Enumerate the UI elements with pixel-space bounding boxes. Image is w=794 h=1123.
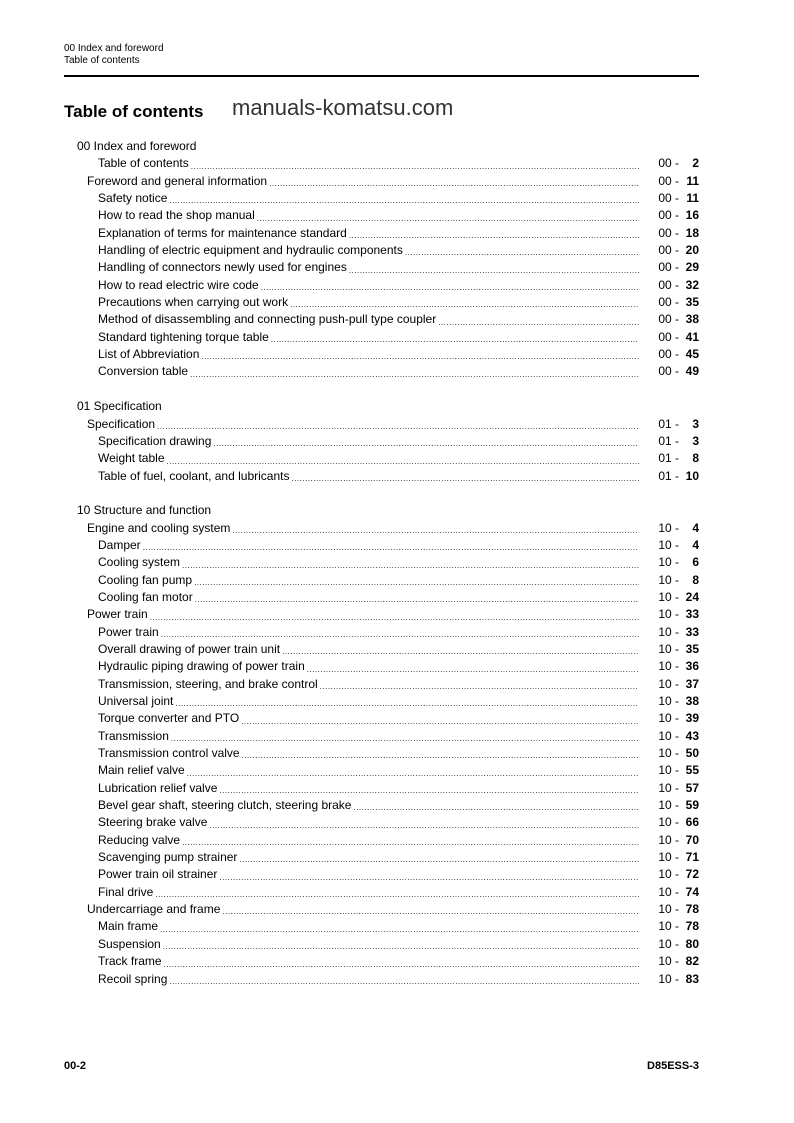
watermark: manuals-komatsu.com [232, 95, 454, 120]
leader-dots [438, 317, 639, 329]
toc-entry[interactable] [64, 728, 699, 745]
spacer [64, 381, 699, 398]
toc-entry-chapter: 00 - [658, 364, 679, 379]
toc-entry[interactable] [64, 676, 699, 693]
toc-entry-label: Standard tightening torque table [98, 329, 271, 346]
toc-entry[interactable] [64, 606, 699, 623]
toc-entry-label: Handling of electric equipment and hydraulic components [98, 242, 405, 259]
toc-entry-page: 16 [685, 208, 699, 223]
toc-entry-chapter: 00 - [658, 277, 679, 292]
leader-dots [161, 629, 639, 641]
toc-entry-page: 78 [685, 919, 699, 934]
toc-entry[interactable] [64, 953, 699, 970]
toc-entry-label: How to read the shop manual [98, 207, 257, 224]
toc-entry-page: 72 [685, 867, 699, 882]
toc-entry[interactable] [64, 901, 699, 918]
toc-entry-chapter: 10 - [658, 520, 679, 535]
toc-entry-page: 10 [685, 468, 699, 483]
toc-entry[interactable] [64, 346, 699, 363]
toc-entry-chapter: 00 - [658, 243, 679, 258]
leader-dots [150, 612, 639, 624]
toc-entry[interactable] [64, 745, 699, 762]
toc-entry-label: Damper [98, 537, 143, 554]
toc-entry-page: 59 [685, 798, 699, 813]
toc-entry[interactable] [64, 311, 699, 328]
toc-entry-chapter: 10 - [658, 763, 679, 778]
toc-entry-page: 71 [685, 850, 699, 865]
leader-dots [257, 213, 639, 225]
toc-entry-page: 8 [692, 451, 699, 466]
leader-dots [155, 889, 639, 901]
toc-entry-chapter: 00 - [658, 156, 679, 171]
toc-entry-chapter: 10 - [658, 746, 679, 761]
leader-dots [201, 351, 639, 363]
leader-dots [143, 542, 639, 554]
toc-entry-label: Undercarriage and frame [87, 901, 222, 918]
toc-entry-chapter: 00 - [658, 347, 679, 362]
toc-entry[interactable] [64, 710, 699, 727]
toc-entry-page: 11 [686, 173, 699, 188]
toc-entry-page: 80 [685, 936, 699, 951]
toc-entry-chapter: 10 - [658, 971, 679, 986]
toc-section-heading: 10 Structure and function [77, 503, 212, 518]
toc-entry-page: 57 [685, 780, 699, 795]
toc-entry-page: 45 [685, 347, 699, 362]
toc-entry-label: List of Abbreviation [98, 346, 201, 363]
toc-entry[interactable] [64, 450, 699, 467]
toc-entry-label: Transmission, steering, and brake control [98, 676, 320, 693]
toc-entry[interactable] [64, 693, 699, 710]
leader-dots [213, 438, 639, 450]
toc-entry-chapter: 10 - [658, 815, 679, 830]
toc-entry[interactable] [64, 780, 699, 797]
leader-dots [242, 750, 639, 762]
leader-dots [269, 178, 639, 190]
toc-entry[interactable] [64, 866, 699, 883]
toc-entry[interactable] [64, 554, 699, 571]
toc-entry-label: Power train oil strainer [98, 866, 219, 883]
leader-dots [307, 664, 639, 676]
toc-entry[interactable] [64, 658, 699, 675]
toc-entry-chapter: 10 - [658, 659, 679, 674]
toc-entry-chapter: 10 - [658, 711, 679, 726]
toc-entry[interactable] [64, 832, 699, 849]
leader-dots [239, 854, 639, 866]
toc-entry-label: Precautions when carrying out work [98, 294, 290, 311]
toc-entry-page: 78 [685, 902, 699, 917]
toc-entry-page: 74 [685, 884, 699, 899]
toc-entry-page: 66 [685, 815, 699, 830]
toc-entry-chapter: 10 - [658, 954, 679, 969]
toc-entry-chapter: 10 - [658, 884, 679, 899]
toc-entry-chapter: 10 - [658, 589, 679, 604]
toc-entry-page: 18 [685, 225, 699, 240]
toc-entry-page: 43 [685, 728, 699, 743]
toc-entry[interactable] [64, 884, 699, 901]
toc-entry-chapter: 10 - [658, 798, 679, 813]
toc-entry[interactable] [64, 207, 699, 224]
toc-entry[interactable] [64, 468, 699, 485]
toc-entry-label: Table of contents [98, 155, 191, 172]
toc-entry-chapter: 00 - [658, 173, 679, 188]
toc-entry-label: Lubrication relief valve [98, 780, 219, 797]
toc-entry-chapter: 01 - [658, 451, 679, 466]
spacer [64, 485, 699, 502]
toc-entry[interactable] [64, 971, 699, 988]
toc-entry-chapter: 10 - [658, 537, 679, 552]
toc-entry[interactable] [64, 624, 699, 641]
toc-entry[interactable] [64, 537, 699, 554]
leader-dots [290, 299, 639, 311]
toc-entry[interactable] [64, 363, 699, 380]
toc-entry-chapter: 10 - [658, 694, 679, 708]
toc-entry[interactable] [64, 416, 699, 433]
toc-entry[interactable] [64, 190, 699, 207]
toc-entry-page: 55 [685, 763, 699, 778]
toc-entry-page: 35 [685, 641, 699, 656]
toc-entry-page: 33 [685, 607, 699, 622]
toc-entry-label: Power train [87, 606, 150, 623]
toc-entry[interactable] [64, 294, 699, 311]
toc-entry[interactable] [64, 936, 699, 953]
leader-dots [195, 594, 639, 606]
toc-entry-label: Weight table [98, 450, 167, 467]
toc-entry-label: Universal joint [98, 693, 175, 710]
toc-entry-label: Table of fuel, coolant, and lubricants [98, 468, 291, 485]
leader-dots [320, 681, 639, 693]
toc-entry-label: Conversion table [98, 363, 190, 380]
toc-entry-label: Transmission [98, 728, 171, 745]
toc-entry[interactable] [64, 762, 699, 779]
toc-entry-page: 70 [685, 832, 699, 847]
toc-entry-chapter: 10 - [658, 832, 679, 847]
toc-entry[interactable] [64, 277, 699, 294]
toc-entry-label: Method of disassembling and connecting push-pull type coupler [98, 311, 438, 328]
toc-entry-page: 3 [692, 433, 699, 448]
toc-entry-chapter: 10 - [658, 676, 679, 691]
toc-entry-chapter: 10 - [658, 728, 679, 743]
leader-dots [175, 698, 639, 710]
toc-entry-label: Specification drawing [98, 433, 213, 450]
leader-dots [291, 473, 639, 485]
toc-entry[interactable] [64, 155, 699, 172]
toc-entry-label: Explanation of terms for maintenance standard [98, 225, 349, 242]
toc-entry[interactable] [64, 225, 699, 242]
toc-entry-label: Power train [98, 624, 161, 641]
toc-entry-page: 41 [685, 329, 699, 344]
toc-entry-label: How to read electric wire code [98, 277, 261, 294]
leader-dots [241, 716, 639, 728]
toc-entry-page: 20 [685, 243, 699, 258]
toc-entry-label: Cooling fan motor [98, 589, 195, 606]
toc-entry-label: Scavenging pump strainer [98, 849, 239, 866]
toc-entry[interactable] [64, 849, 699, 866]
toc-entry-chapter: 10 - [658, 919, 679, 934]
toc-entry-label: Final drive [98, 884, 155, 901]
leader-dots [353, 802, 639, 814]
toc-entry-label: Main frame [98, 918, 160, 935]
toc-entry-chapter: 00 - [658, 191, 679, 206]
leader-dots [219, 872, 639, 884]
toc-entry-label: Suspension [98, 936, 163, 953]
leader-dots [160, 924, 639, 936]
toc-entry-page: 11 [686, 191, 699, 206]
toc-entry[interactable] [64, 173, 699, 190]
toc-section-heading: 00 Index and foreword [77, 139, 197, 153]
leader-dots [167, 456, 640, 468]
leader-dots [182, 837, 639, 849]
toc-entry-chapter: 01 - [658, 433, 679, 448]
leader-dots [163, 941, 639, 953]
toc-entry-chapter: 00 - [658, 312, 679, 327]
toc-entry-chapter: 10 - [658, 555, 679, 570]
leader-dots [191, 161, 639, 173]
toc-entry-page: 50 [685, 746, 699, 761]
leader-dots [349, 265, 639, 277]
toc-entry-chapter: 00 - [658, 225, 679, 240]
toc-entry-page: 39 [685, 711, 699, 726]
toc-entry[interactable] [64, 641, 699, 658]
leader-dots [349, 230, 639, 242]
toc-entry-chapter: 10 - [658, 867, 679, 882]
footer-model: D85ESS-3 [647, 1060, 699, 1072]
toc-entry[interactable] [64, 918, 699, 935]
toc-entry-chapter: 00 - [658, 329, 679, 344]
header-rule [64, 75, 699, 77]
toc-entry-label: Hydraulic piping drawing of power train [98, 658, 307, 675]
toc-entry-chapter: 10 - [658, 936, 679, 951]
toc-entry-page: 4 [692, 537, 699, 552]
toc-entry-chapter: 10 - [658, 572, 679, 587]
toc-entry-label: Track frame [98, 953, 164, 970]
toc-entry-page: 49 [685, 364, 699, 379]
leader-dots [405, 247, 639, 259]
toc-entry-label: Bevel gear shaft, steering clutch, steering brake [98, 797, 353, 814]
toc-entry-label: Foreword and general information [87, 173, 269, 190]
running-header-chapter: 00 Index and foreword [64, 43, 164, 54]
toc-entry[interactable] [64, 520, 699, 537]
toc-entry-label: Torque converter and PTO [98, 710, 241, 727]
toc-entry-page: 2 [692, 156, 699, 171]
toc-entry-page: 8 [692, 572, 699, 587]
page-title: Table of contents [64, 102, 204, 121]
footer-page-code: 00-2 [64, 1060, 87, 1072]
toc-entry-label: Main relief valve [98, 762, 187, 779]
toc-entry-label: Overall drawing of power train unit [98, 641, 282, 658]
leader-dots [171, 733, 639, 745]
toc-entry[interactable] [64, 814, 699, 831]
toc-entry-page: 32 [685, 277, 699, 292]
toc-entry[interactable] [64, 259, 699, 276]
leader-dots [261, 282, 639, 294]
leader-dots [271, 334, 639, 346]
toc-entry-page: 3 [692, 416, 699, 431]
leader-dots [169, 195, 639, 207]
toc-entry-page: 6 [692, 555, 699, 570]
toc-entry-label: Handling of connectors newly used for engines [98, 259, 349, 276]
toc-entry-label: Recoil spring [98, 971, 169, 988]
toc-entry-page: 33 [685, 624, 699, 639]
toc-entry-chapter: 10 - [658, 780, 679, 795]
toc-entry-page: 83 [685, 971, 699, 986]
toc-entry[interactable] [64, 572, 699, 589]
table-of-contents [64, 138, 699, 988]
toc-entry[interactable] [64, 329, 699, 346]
running-header-section: Table of contents [64, 55, 140, 66]
toc-entry-chapter: 10 - [658, 902, 679, 917]
leader-dots [209, 820, 639, 832]
toc-entry-label: Transmission control valve [98, 745, 242, 762]
toc-entry-label: Cooling fan pump [98, 572, 194, 589]
toc-entry-chapter: 10 - [658, 607, 679, 622]
toc-entry-page: 29 [685, 260, 699, 275]
toc-section-heading: 01 Specification [77, 399, 162, 414]
leader-dots [219, 785, 639, 797]
toc-entry-page: 35 [685, 295, 699, 310]
toc-entry-chapter: 01 - [658, 416, 679, 431]
toc-entry-page: 82 [685, 954, 699, 969]
toc-entry-chapter: 01 - [658, 468, 679, 483]
leader-dots [190, 369, 639, 381]
toc-entry-page: 38 [685, 312, 699, 327]
toc-entry-chapter: 00 - [658, 295, 679, 310]
toc-entry-chapter: 10 - [658, 850, 679, 865]
toc-entry-chapter: 10 - [658, 624, 679, 639]
leader-dots [164, 959, 639, 971]
toc-entry[interactable] [64, 589, 699, 606]
leader-dots [232, 525, 639, 537]
toc-entry-chapter: 10 - [658, 641, 679, 656]
toc-entry[interactable] [64, 797, 699, 814]
leader-dots [169, 976, 639, 988]
toc-entry-label: Engine and cooling system [87, 520, 232, 537]
leader-dots [157, 421, 639, 433]
toc-entry-page: 37 [685, 676, 699, 691]
toc-entry-chapter: 00 - [658, 260, 679, 275]
toc-entry-page: 36 [685, 659, 699, 674]
toc-entry-label: Cooling system [98, 554, 182, 571]
toc-entry-label: Safety notice [98, 190, 169, 207]
toc-entry-page: 38 [685, 694, 699, 708]
toc-entry[interactable] [64, 433, 699, 450]
leader-dots [187, 768, 639, 780]
leader-dots [182, 560, 639, 572]
toc-entry-page: 4 [692, 520, 699, 535]
toc-entry-chapter: 00 - [658, 208, 679, 223]
toc-entry-page: 24 [685, 589, 699, 604]
toc-entry[interactable] [64, 242, 699, 259]
leader-dots [282, 646, 639, 658]
toc-entry-label: Specification [87, 416, 157, 433]
leader-dots [194, 577, 639, 589]
leader-dots [222, 906, 639, 918]
toc-entry-label: Steering brake valve [98, 814, 209, 831]
toc-entry-label: Reducing valve [98, 832, 182, 849]
